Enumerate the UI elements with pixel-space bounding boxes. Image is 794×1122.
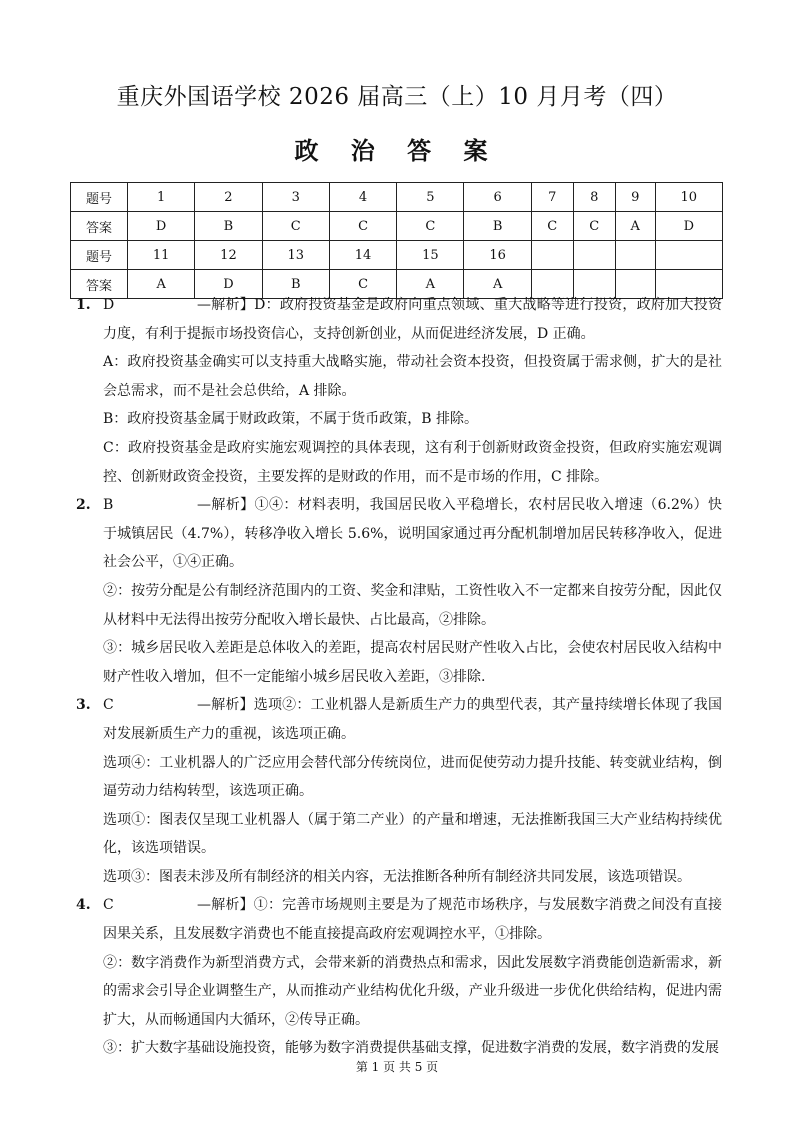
table-cell: B (262, 270, 329, 299)
question-number: 2. (76, 497, 91, 514)
table-row (71, 241, 723, 270)
table-cell: A (464, 270, 531, 299)
table-cell: 8 (573, 183, 615, 212)
analysis-paragraph (103, 691, 722, 748)
table-cell: C (329, 212, 396, 241)
question-analysis (76, 491, 722, 691)
table-row-label: 答案 (71, 212, 128, 241)
table-cell (573, 241, 615, 270)
table-cell: 12 (195, 241, 262, 270)
analysis-text: ③：扩大数字基础设施投资，能够为数字消费提供基础支撑，促进数字消费的发展，数字消费的发展 (103, 1040, 719, 1057)
table-cell: 6 (464, 183, 531, 212)
question-number: 1. (76, 297, 91, 313)
question-answer: C (103, 697, 114, 714)
table-cell: 13 (262, 241, 329, 270)
table-cell: 3 (262, 183, 329, 212)
table-cell: 10 (655, 183, 722, 212)
table-cell: C (573, 212, 615, 241)
analysis-paragraph (103, 634, 722, 691)
analysis-text: 选项④：工业机器人的广泛应用会替代部分传统岗位，进而促使劳动力提升技能、转变就业结构，倒逼劳动力结构转型，该选项正确。 (103, 754, 722, 800)
analysis-paragraph (103, 434, 722, 491)
analysis-text: C：政府投资基金是政府实施宏观调控的具体表现，这有利于创新财政资金投资，但政府实施宏观调控、创新财政资金投资，主要发挥的是财政的作用，而不是市场的作用，C 排除。 (103, 439, 722, 485)
table-row (71, 212, 723, 241)
table-cell: 5 (397, 183, 464, 212)
analysis-paragraph (103, 949, 722, 1035)
table-cell: A (128, 270, 195, 299)
table-cell: 9 (615, 183, 655, 212)
question-analysis (76, 691, 722, 891)
table-row (71, 183, 723, 212)
analysis-paragraph (103, 348, 722, 405)
table-row-label: 题号 (71, 183, 128, 212)
table-cell: C (329, 270, 396, 299)
answer-table (70, 182, 723, 299)
analysis-text: 选项③：图表未涉及所有制经济的相关内容，无法推断各种所有制经济共同发展，该选项错误。 (103, 868, 691, 885)
table-cell (615, 241, 655, 270)
analysis-text: —解析】①：完善市场规则主要是为了规范市场秩序，与发展数字消费之间没有直接因果关系，且发展数字消费也不能直接提高政府宏观调控水平，①排除。 (103, 897, 722, 943)
table-cell: 1 (128, 183, 195, 212)
table-cell: 7 (531, 183, 573, 212)
analysis-text: —解析】D：政府投资基金是政府向重点领域、重大战略等进行投资，政府加大投资力度，有利于提振市场投资信心，支持创新创业，从而促进经济发展，D 正确。 (103, 297, 722, 342)
table-cell: D (128, 212, 195, 241)
table-cell: B (195, 212, 262, 241)
question-answer: B (103, 497, 114, 514)
question-analysis (76, 291, 722, 491)
analysis-paragraph (103, 405, 722, 434)
analysis-text: B：政府投资基金属于财政政策，不属于货币政策，B 排除。 (103, 411, 479, 428)
question-answer: C (103, 897, 114, 914)
analysis-text: ②：数字消费作为新型消费方式，会带来新的消费热点和需求，因此发展数字消费能创造新需求，新的需求会引导企业调整生产，从而推动产业结构优化升级，产业升级进一步优化供给结构，促进内需扩大，从而畅通国内大循环，②传导正确。 (103, 954, 722, 1028)
table-cell: 15 (397, 241, 464, 270)
table-cell: 2 (195, 183, 262, 212)
analysis-paragraph (103, 806, 722, 863)
question-number: 4. (76, 897, 91, 914)
analysis-paragraph (103, 749, 722, 806)
analysis-paragraph (103, 491, 722, 577)
analysis-paragraph (103, 577, 722, 634)
analysis-text: —解析】选项②：工业机器人是新质生产力的典型代表，其产量持续增长体现了我国对发展新质生产力的重视，该选项正确。 (103, 697, 722, 742)
question-analysis (76, 891, 722, 1063)
analysis-text: 选项①：图表仅呈现工业机器人（属于第二产业）的产量和增速，无法推断我国三大产业结构持续优化，该选项错误。 (103, 811, 722, 857)
analysis-text: ②：按劳分配是公有制经济范围内的工资、奖金和津贴，工资性收入不一定都来自按劳分配，因此仅从材料中无法得出按劳分配收入增长最快、占比最高，②排除。 (103, 582, 722, 628)
question-number: 3. (76, 697, 91, 714)
page-subtitle: 政 治 答 案 (294, 136, 500, 165)
table-cell: C (531, 212, 573, 241)
analysis-paragraph (103, 291, 722, 348)
table-cell: D (195, 270, 262, 299)
table-row-label: 题号 (71, 241, 128, 270)
analysis-paragraph (103, 891, 722, 948)
analysis-text: A：政府投资基金确实可以支持重大战略实施，带动社会资本投资，但投资属于需求侧，扩大的是社会总需求，而不是社会总供给，A 排除。 (103, 354, 722, 399)
analysis-paragraph (103, 863, 722, 892)
page-title: 重庆外国语学校 2026 届高三（上）10 月月考（四） (116, 84, 678, 110)
table-cell: A (615, 212, 655, 241)
question-answer: D (103, 297, 115, 313)
analysis-content (76, 291, 722, 1063)
table-cell (531, 241, 573, 270)
page-footer: 第 1 页 共 5 页 (355, 1060, 439, 1074)
table-cell: A (397, 270, 464, 299)
table-cell: B (464, 212, 531, 241)
table-cell: 14 (329, 241, 396, 270)
table-cell: 16 (464, 241, 531, 270)
table-cell: C (262, 212, 329, 241)
table-cell (655, 241, 722, 270)
table-cell: C (397, 212, 464, 241)
table-row-label: 答案 (71, 270, 128, 299)
analysis-text: ③：城乡居民收入差距是总体收入的差距，提高农村居民财产性收入占比，会使农村居民收入结构中财产性收入增加，但不一定能缩小城乡居民收入差距，③排除. (103, 640, 722, 685)
table-cell: D (655, 212, 722, 241)
table-cell: 4 (329, 183, 396, 212)
analysis-text: —解析】①④：材料表明，我国居民收入平稳增长，农村居民收入增速（6.2%）快于城镇居民（4.7%），转移净收入增长 5.6%，说明国家通过再分配机制增加居民转移净收入，促进社会公平，①④正确。 (103, 497, 722, 571)
table-cell: 11 (128, 241, 195, 270)
